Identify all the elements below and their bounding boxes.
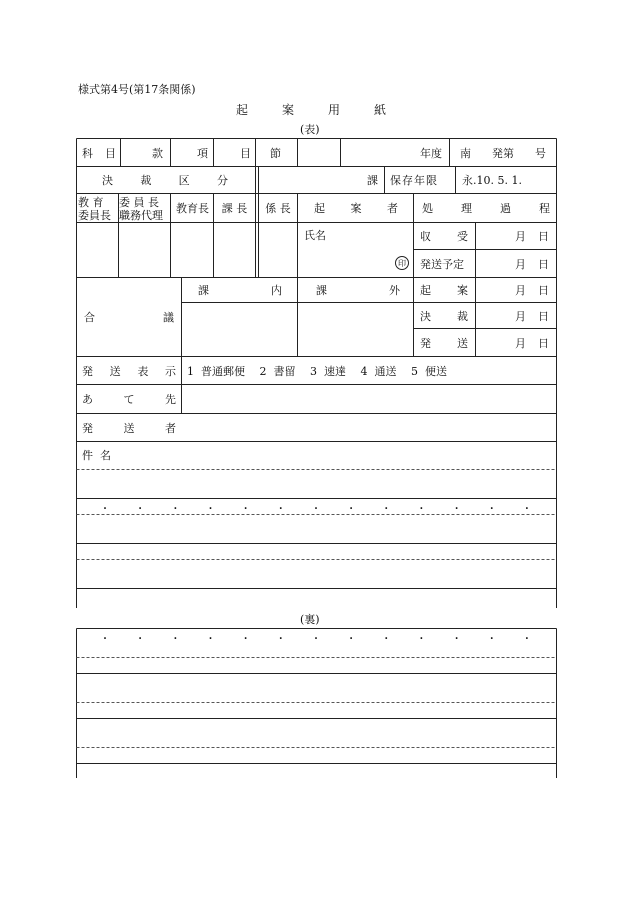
dot-mark: ・ xyxy=(275,503,286,515)
kessai-char: 裁 xyxy=(140,174,152,187)
process-char: 送 xyxy=(457,336,468,350)
hassousha-char: 者 xyxy=(165,421,176,435)
month-label: 月 xyxy=(515,336,526,350)
ka-gai-label xyxy=(316,278,400,302)
ka-nai-char: 課 xyxy=(198,284,209,297)
hyouji-char: 表 xyxy=(137,364,149,378)
dot-mark: ・ xyxy=(135,633,146,645)
iinchou-shokumu-label xyxy=(119,196,171,222)
dot-mark: ・ xyxy=(240,503,251,515)
hyouji-char: 発 xyxy=(82,364,93,378)
ka-nai-label xyxy=(198,278,282,302)
aigi-char: 合 xyxy=(84,311,95,324)
kamoku-label xyxy=(82,139,116,166)
dot-row xyxy=(100,629,532,645)
process-char: 発 xyxy=(420,336,431,350)
front-label: (表) xyxy=(300,123,320,136)
dot-mark: ・ xyxy=(205,633,216,645)
drafter-name-label: 氏名 xyxy=(304,229,326,242)
hassou-hyouji-label xyxy=(82,357,176,384)
number-suffix: 号 xyxy=(535,146,546,160)
setsu-label: 節 xyxy=(270,146,281,160)
document-number xyxy=(460,139,546,166)
process-kessai xyxy=(420,303,468,328)
kiansha-char: 起 xyxy=(314,202,325,215)
label-line: 職務代理 xyxy=(119,209,163,222)
dot-mark: ・ xyxy=(346,633,357,645)
process-char: 起 xyxy=(420,284,431,297)
dot-mark: ・ xyxy=(310,633,321,645)
title-char: 紙 xyxy=(373,103,386,117)
dot-mark: ・ xyxy=(135,503,146,515)
process-char: 受 xyxy=(457,230,468,243)
aigi-label xyxy=(84,278,174,356)
ka-gai-char: 課 xyxy=(316,284,327,297)
seal-icon: 印 xyxy=(398,258,406,268)
nendo-label: 年度 xyxy=(420,146,442,160)
month-label: 月 xyxy=(515,309,526,323)
katei-char: 理 xyxy=(461,202,472,215)
label-line: 委 員 長 xyxy=(119,196,159,209)
hassousha-label xyxy=(82,414,176,441)
atesaki-char: あ xyxy=(82,393,93,406)
kamoku-char: 科 xyxy=(82,146,93,160)
process-char: 裁 xyxy=(457,309,468,323)
process-date xyxy=(515,278,549,302)
dot-mark: ・ xyxy=(486,503,497,515)
atesaki-label xyxy=(82,385,176,413)
process-date xyxy=(515,250,549,277)
number-middle: 発第 xyxy=(492,146,514,160)
dot-mark: ・ xyxy=(240,633,251,645)
dot-mark: ・ xyxy=(521,633,532,645)
form-number: 様式第4号(第17条関係) xyxy=(78,83,196,96)
label-line: 教 育 xyxy=(78,196,104,209)
atesaki-char: て xyxy=(123,393,135,406)
kou-label: 項 xyxy=(197,146,208,160)
month-label: 月 xyxy=(515,230,526,243)
hyouji-char: 送 xyxy=(109,364,121,378)
kyouiku-iinchou-label xyxy=(78,196,118,222)
hozon-value: 永.10. 5. 1. xyxy=(462,174,522,187)
katei-char: 過 xyxy=(500,202,511,215)
dot-mark: ・ xyxy=(310,503,321,515)
dot-mark: ・ xyxy=(275,633,286,645)
kamoku-char: 目 xyxy=(105,146,116,160)
kiansha-label xyxy=(314,194,398,222)
process-shuju xyxy=(420,223,468,249)
shori-katei-label xyxy=(422,194,550,222)
dot-mark: ・ xyxy=(381,633,392,645)
delivery-options: 1 普通郵便 2 書留 3 速達 4 通送 5 便送 xyxy=(187,364,447,378)
process-date xyxy=(515,223,549,249)
dot-mark: ・ xyxy=(100,503,110,515)
title-char: 案 xyxy=(281,103,294,117)
title-char: 起 xyxy=(236,103,249,117)
process-date xyxy=(515,303,549,328)
kenmei-label: 件 名 xyxy=(82,449,111,462)
process-char: 案 xyxy=(457,284,468,297)
month-label: 月 xyxy=(515,257,526,271)
process-char: 決 xyxy=(420,309,431,323)
hozon-label: 保存年限 xyxy=(390,174,438,187)
kessai-char: 区 xyxy=(178,174,190,187)
moku-label: 目 xyxy=(240,146,251,160)
kakarichou-label: 係 長 xyxy=(265,202,291,215)
hassousha-char: 発 xyxy=(82,421,93,435)
dot-mark: ・ xyxy=(416,633,427,645)
process-date xyxy=(515,329,549,356)
dot-mark: ・ xyxy=(205,503,216,515)
process-hassou-yotei: 発送予定 xyxy=(420,257,464,271)
process-char: 収 xyxy=(420,230,431,243)
dot-mark: ・ xyxy=(451,633,462,645)
kiansha-char: 案 xyxy=(350,202,362,215)
kachou-label: 課 長 xyxy=(221,202,248,215)
back-label: (裏) xyxy=(300,613,320,626)
dot-row xyxy=(100,499,532,515)
katei-char: 処 xyxy=(422,202,433,215)
kyouikuchou-label: 教育長 xyxy=(176,202,209,215)
katei-char: 程 xyxy=(539,202,550,215)
day-label: 日 xyxy=(538,336,549,350)
day-label: 日 xyxy=(538,230,549,243)
title-char: 用 xyxy=(327,103,340,117)
ka-label: 課 xyxy=(367,174,378,187)
kiansha-char: 者 xyxy=(387,202,398,215)
atesaki-char: 先 xyxy=(165,393,176,406)
day-label: 日 xyxy=(538,284,549,297)
dot-mark: ・ xyxy=(416,503,427,515)
day-label: 日 xyxy=(538,257,549,271)
dot-mark: ・ xyxy=(451,503,462,515)
kessai-kubun-label xyxy=(102,167,228,193)
dot-mark: ・ xyxy=(100,633,110,645)
dot-mark: ・ xyxy=(486,633,497,645)
day-label: 日 xyxy=(538,309,549,323)
process-kian xyxy=(420,278,468,302)
dot-mark: ・ xyxy=(346,503,357,515)
ka-gai-char: 外 xyxy=(389,284,400,297)
dot-mark: ・ xyxy=(381,503,392,515)
kessai-char: 分 xyxy=(216,174,228,187)
kessai-char: 決 xyxy=(102,174,113,187)
dot-mark: ・ xyxy=(170,633,181,645)
dot-mark: ・ xyxy=(170,503,181,515)
month-label: 月 xyxy=(515,284,526,297)
ka-nai-char: 内 xyxy=(271,284,282,297)
hassousha-char: 送 xyxy=(123,421,135,435)
number-prefix: 南 xyxy=(460,146,471,160)
dot-mark: ・ xyxy=(521,503,532,515)
kan-label: 款 xyxy=(152,146,163,160)
label-line: 委員長 xyxy=(78,209,111,222)
aigi-char: 議 xyxy=(163,311,174,324)
process-hassou xyxy=(420,329,468,356)
hyouji-char: 示 xyxy=(164,364,176,378)
